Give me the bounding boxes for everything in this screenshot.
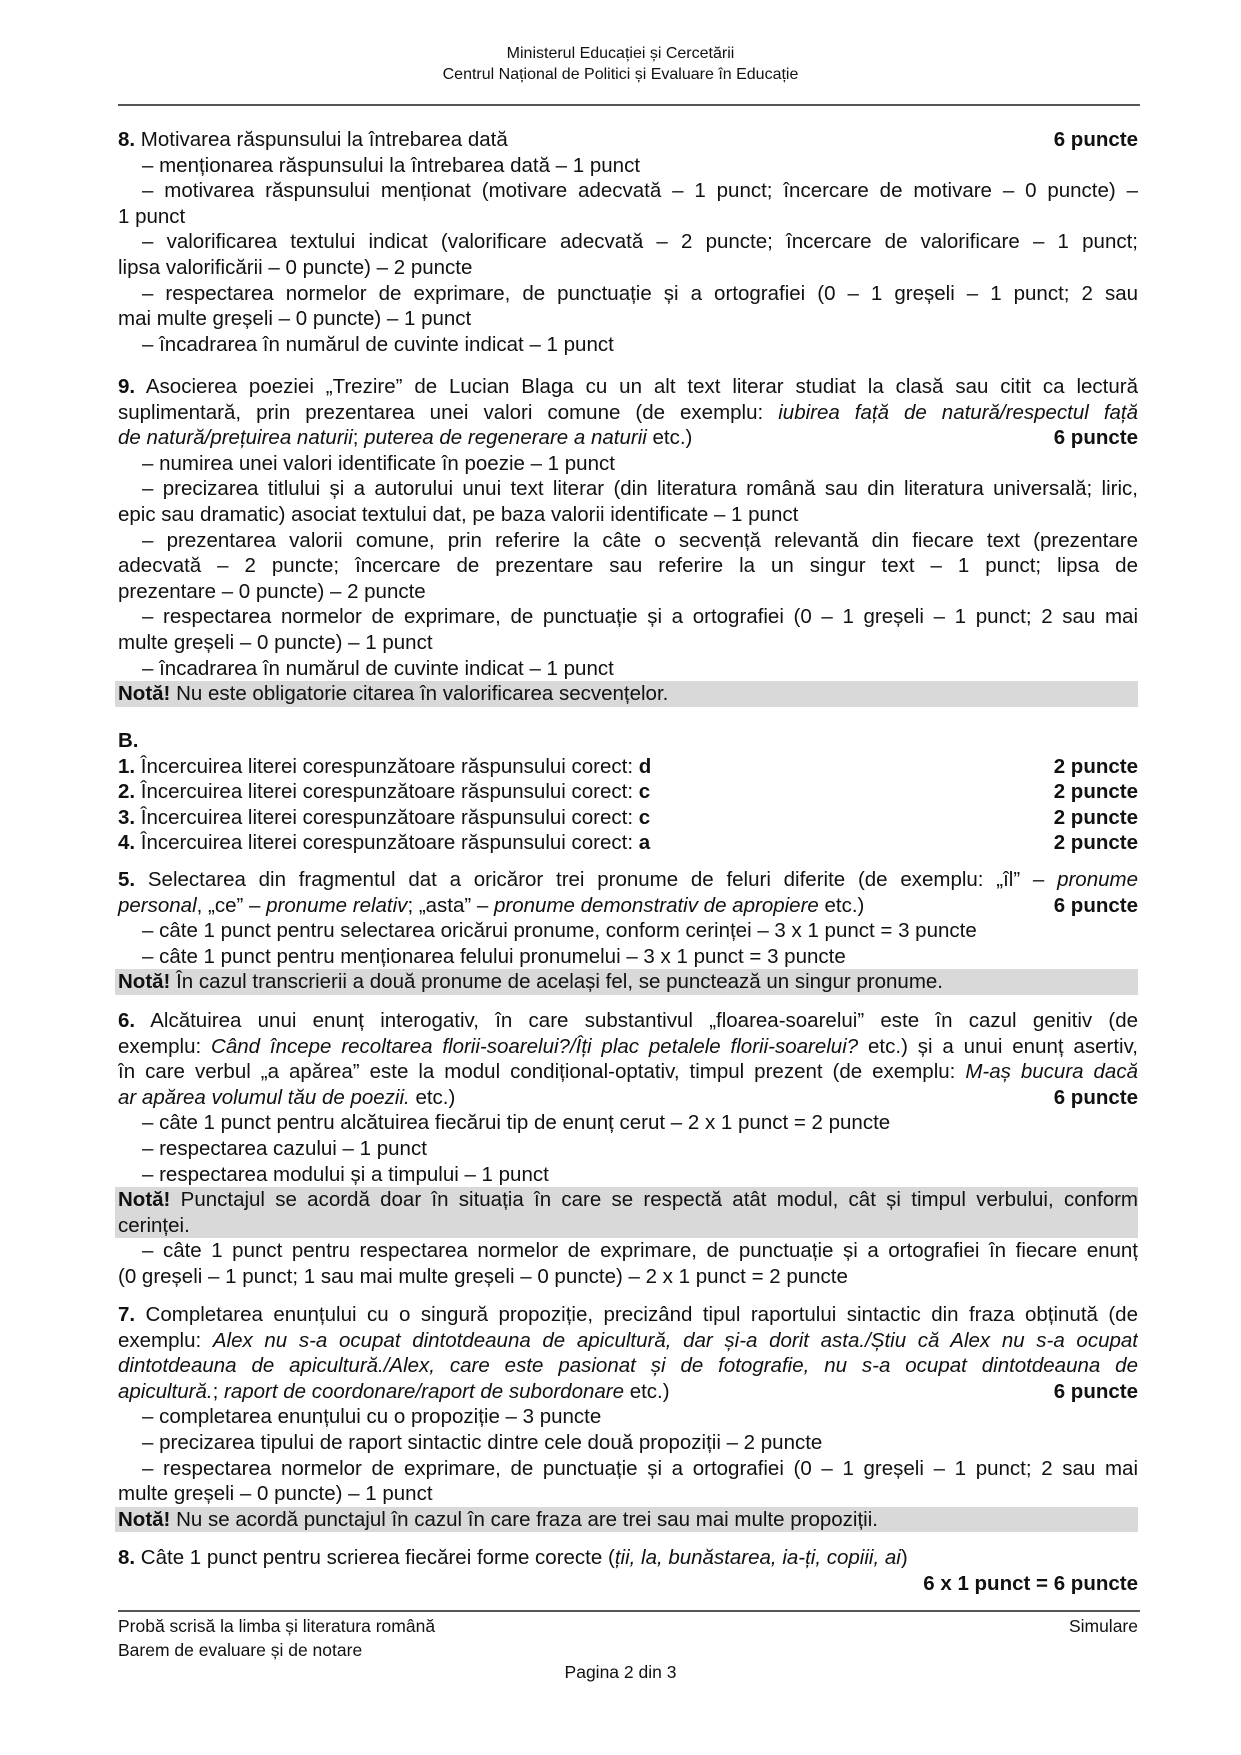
line-text [142, 154, 640, 177]
text-segment: exemplu: [118, 1328, 213, 1352]
text-segment: Încercuirea literei corespunzătoare răspunsului corect: [135, 805, 639, 829]
text-segment: – încadrarea în numărul de cuvinte indicat – 1 punct [142, 656, 614, 680]
italic-text: Alex nu s-a ocupat dintotdeauna de apicultură, dar și-a dorit asta./Știu că Alex nu s-a ocupat [212, 1328, 1138, 1352]
text-segment: mai multe greșeli – 0 puncte) – 1 punct [118, 307, 472, 331]
text-segment: exemplu: [118, 1034, 212, 1058]
item-b6 [118, 1008, 1138, 1290]
line-text [118, 1265, 848, 1288]
text-segment: În cazul transcrierii a două pronume de același fel, se punctează un singur pronume. [170, 970, 943, 994]
points-value: 6 puncte [1053, 1379, 1138, 1403]
text-line [118, 332, 1138, 358]
bold-text: B. [118, 729, 139, 752]
line-text [142, 1431, 822, 1454]
text-segment: adecvată – 2 puncte; încercare de prezentare sau referire la un singur text – 1 punct; lipsa de [118, 554, 1138, 578]
text-segment: Nu se acordă punctajul în cazul în care fraza are trei sau mai multe propoziții. [170, 1507, 878, 1531]
text-segment: Punctajul se acordă doar în situația în care se respectă atât modul, cât și timpul verbului, conform [170, 1188, 1138, 1212]
text-line [118, 1302, 1138, 1328]
line-text [142, 477, 1138, 500]
line-text [142, 452, 615, 475]
bold-text: 5. [118, 868, 136, 891]
header-center: Centrul Național de Politici și Evaluare în Educație [442, 66, 799, 83]
text-line [118, 502, 1138, 528]
line-text [118, 805, 650, 831]
bold-text: Notă! [118, 682, 171, 706]
line-text [142, 919, 977, 942]
line-text [118, 1303, 1138, 1326]
bold-text: 3. [118, 805, 136, 829]
text-line [118, 1008, 1138, 1034]
text-line [118, 1034, 1138, 1060]
text-line [118, 374, 1138, 400]
text-segment: (0 greșeli – 1 punct; 1 sau mai multe greșeli – 0 puncte) – 2 x 1 punct = 2 puncte [118, 1264, 848, 1288]
text-segment: – respectarea normelor de exprimare, de punctuație și a ortografiei (0 – 1 greșeli – 1 punct; 2 sau mai [142, 605, 1138, 629]
italic-text: puterea de regenerare a naturii [364, 426, 647, 450]
note-line [115, 1507, 1138, 1533]
italic-text: iubirea față de natură/respectul față [778, 400, 1138, 424]
line-text [118, 1354, 1138, 1377]
bold-text: 7. [118, 1303, 136, 1326]
text-line [118, 656, 1138, 682]
italic-text: ar apărea volumul tău de poezii. [118, 1085, 410, 1109]
points-value: 2 puncte [1053, 831, 1138, 855]
line-text [118, 754, 651, 780]
footer-simulation-label: Simulare [1068, 1616, 1138, 1636]
text-segment: Nu este obligatorie citarea în valorificarea secvențelor. [170, 682, 669, 706]
text-line [118, 1264, 1138, 1290]
text-segment: Asocierea poeziei „Trezire” de Lucian Blaga cu un alt text literar studiat la clasă sau citit ca lectură [135, 375, 1138, 398]
italic-text: M-aș bucura dacă [965, 1060, 1138, 1084]
line-text [142, 1137, 427, 1160]
text-line [118, 830, 1138, 856]
text-segment: ; [212, 1379, 224, 1403]
line-text [142, 1457, 1138, 1480]
line-text [118, 503, 798, 526]
text-segment: Alcătuirea unui enunț interogativ, în care substantivul „floarea-soarelui” este în cazul genitiv (de [135, 1009, 1138, 1032]
page-number: Pagina 2 din 3 [564, 1662, 677, 1682]
text-line [118, 1571, 1138, 1597]
line-text [118, 1546, 908, 1569]
text-line [118, 1430, 1138, 1456]
text-line [118, 1238, 1138, 1264]
text-line [118, 229, 1138, 255]
text-line [118, 604, 1138, 630]
text-segment: – numirea unei valori identificate în poezie – 1 punct [142, 451, 615, 475]
text-line [118, 204, 1138, 230]
note-line [115, 1213, 1138, 1239]
item-b7 [118, 1302, 1138, 1532]
text-segment: – precizarea titlului și a autorului unui text literar (din literatura română sau din literatura universală; liric, [142, 477, 1138, 501]
line-text [118, 401, 1138, 424]
footer-barem-title: Barem de evaluare și de notare [118, 1640, 363, 1660]
text-segment: – câte 1 punct pentru menționarea felului pronumelui – 3 x 1 punct = 3 puncte [142, 944, 846, 968]
italic-text: dintotdeauna de apicultură./Alex, care este pasionat și de fotografie, nu s-a ocupat dintotdeauna de [118, 1354, 1138, 1378]
line-text [142, 945, 846, 968]
item-b5 [118, 867, 1138, 995]
text-segment: – respectarea normelor de exprimare, de punctuație și a ortografiei (0 – 1 greșeli – 1 punct; 2 sau [142, 281, 1138, 305]
text-line [118, 1379, 1138, 1405]
text-segment: etc.) [624, 1379, 670, 1403]
italic-text: Când începe recoltarea florii-soarelui?/Îți plac petalele florii-soarelui? [211, 1034, 859, 1058]
note-line [115, 681, 1138, 707]
text-segment: Selectarea din fragmentul dat a oricăror trei pronume de feluri diferite (de exemplu: „îl” – [135, 868, 1058, 891]
text-line [118, 1110, 1138, 1136]
text-line [118, 728, 1138, 754]
section-b-items-1-4 [118, 728, 1138, 856]
line-text [118, 893, 864, 919]
text-segment: – completarea enunțului cu o propoziție – 3 puncte [142, 1405, 602, 1429]
text-segment: – menționarea răspunsului la întrebarea dată – 1 punct [142, 153, 641, 177]
line-text [142, 657, 614, 680]
line-text [118, 779, 650, 805]
line-text [142, 1163, 549, 1186]
line-text [118, 554, 1138, 577]
line-text [142, 179, 1138, 202]
text-segment: etc.) [818, 893, 865, 917]
text-line [118, 178, 1138, 204]
text-line [118, 1162, 1138, 1188]
line-text [118, 205, 185, 228]
line-text [142, 333, 614, 356]
text-line [118, 579, 1138, 605]
text-line [118, 1456, 1138, 1482]
line-text [118, 1379, 670, 1405]
line-text [118, 1035, 1138, 1058]
text-line [118, 944, 1138, 970]
header-divider [118, 104, 1140, 106]
text-segment: Încercuirea literei corespunzătoare răspunsului corect: [135, 831, 639, 855]
text-segment: – respectarea cazului – 1 punct [142, 1136, 427, 1160]
text-line [118, 1328, 1138, 1354]
note-line [115, 969, 1138, 995]
item-b8 [118, 1545, 1138, 1596]
text-segment: multe greșeli – 0 puncte) – 1 punct [118, 630, 433, 654]
header-ministry: Ministerul Educației și Cercetării [506, 45, 735, 62]
text-line [118, 476, 1138, 502]
text-segment: – încadrarea în numărul de cuvinte indicat – 1 punct [142, 332, 614, 356]
line-text [118, 830, 650, 856]
text-line [118, 1481, 1138, 1507]
text-segment: epic sau dramatic) asociat textului dat, pe baza valorii identificate – 1 punct [118, 502, 799, 526]
text-line [118, 1085, 1138, 1111]
bold-text: c [638, 805, 651, 829]
text-segment: – motivarea răspunsului menționat (motivare adecvată – 1 punct; încercare de motivare – 0 puncte) – [142, 179, 1138, 203]
text-segment: – precizarea tipului de raport sintactic dintre cele două propoziții – 2 puncte [142, 1430, 823, 1454]
italic-text: de natură/prețuirea naturii [118, 426, 353, 450]
text-line [118, 451, 1138, 477]
text-segment: etc.) și a unui enunț asertiv, [858, 1034, 1138, 1058]
line-text [142, 1111, 890, 1134]
bold-text: 8. [118, 1546, 136, 1569]
text-segment: Completarea enunțului cu o singură propoziție, precizând tipul raportului sintactic din fraza obținută (de [135, 1303, 1138, 1326]
text-segment: Încercuirea literei corespunzătoare răspunsului corect: [135, 780, 639, 804]
text-line [118, 255, 1138, 281]
line-text [142, 605, 1138, 628]
text-segment: – respectarea normelor de exprimare, de punctuație și a ortografiei (0 – 1 greșeli – 1 punct; 2 sau mai [142, 1456, 1138, 1480]
text-segment: ; [352, 426, 365, 450]
text-segment: cerinței. [118, 1213, 190, 1237]
text-segment: în care verbul „a apărea” este la modul condițional-optativ, timpul prezent (de exemplu: [118, 1060, 966, 1084]
line-text [142, 1405, 601, 1428]
text-segment: 1 punct [118, 204, 186, 228]
line-text [142, 1239, 1138, 1262]
text-segment: – câte 1 punct pentru respectarea normelor de exprimare, de punctuație și a ortografiei în fiecare enunț [142, 1239, 1138, 1263]
text-line [118, 805, 1138, 831]
line-text [118, 729, 139, 752]
footer-divider [118, 1610, 1140, 1612]
text-line [118, 779, 1138, 805]
line-text [118, 1508, 878, 1531]
points-value: 2 puncte [1053, 780, 1138, 804]
text-line [118, 893, 1138, 919]
item-a8 [118, 127, 1138, 357]
line-text [142, 230, 1138, 253]
footer-exam-title: Probă scrisă la limba și literatura română [118, 1616, 436, 1636]
line-text [118, 127, 508, 153]
line-text [118, 256, 472, 279]
italic-text: personal [118, 893, 197, 917]
points-value: 6 puncte [1053, 893, 1138, 917]
bold-text: c [638, 780, 651, 804]
text-line [118, 918, 1138, 944]
bold-text: a [638, 831, 651, 855]
line-text [118, 1482, 433, 1505]
line-text [118, 682, 668, 705]
text-segment: ; „asta” – [407, 893, 495, 917]
line-text [118, 307, 471, 330]
text-segment: – câte 1 punct pentru alcătuirea fiecărui tip de enunț cerut – 2 x 1 punct = 2 puncte [142, 1111, 891, 1135]
text-segment: – câte 1 punct pentru selectarea oricărui pronume, conform cerinței – 3 x 1 punct = 3 puncte [142, 919, 977, 943]
line-text [118, 631, 433, 654]
text-line [118, 425, 1138, 451]
points-value: 6 puncte [1053, 426, 1138, 450]
text-line [118, 1059, 1138, 1085]
item-a9 [118, 374, 1138, 707]
text-segment: multe greșeli – 0 puncte) – 1 punct [118, 1482, 433, 1506]
text-segment: prezentare – 0 puncte) – 2 puncte [118, 579, 426, 603]
text-line [118, 553, 1138, 579]
text-line [118, 754, 1138, 780]
text-line [118, 528, 1138, 554]
text-line [118, 400, 1138, 426]
text-line [118, 306, 1138, 332]
text-segment: ) [900, 1546, 908, 1569]
line-text [118, 1214, 190, 1237]
points-value: 6 puncte [1053, 128, 1138, 151]
bold-text: Notă! [118, 1188, 171, 1212]
line-text [118, 1009, 1138, 1032]
text-segment: – valorificarea textului indicat (valorificare adecvată – 2 puncte; încercare de valorificare – 1 punct; [142, 230, 1138, 254]
line-text [118, 1060, 1138, 1083]
bold-text: 9. [118, 375, 136, 398]
bold-text: 1. [118, 754, 136, 778]
line-text [118, 1188, 1138, 1211]
points-value: 6 puncte [1053, 1085, 1138, 1109]
text-line [118, 1545, 1138, 1571]
text-segment: suplimentară, prin prezentarea unei valori comune (de exemplu: [118, 400, 779, 424]
line-text [118, 868, 1138, 891]
line-text [118, 375, 1138, 398]
text-line [118, 1353, 1138, 1379]
text-segment: Încercuirea literei corespunzătoare răspunsului corect: [135, 754, 639, 778]
line-text [118, 970, 943, 993]
line-text [142, 529, 1138, 552]
italic-text: ții, la, bunăstarea, ia-ți, copiii, ai [614, 1546, 901, 1569]
bold-text: Notă! [118, 970, 171, 994]
text-line [118, 630, 1138, 656]
line-text [118, 580, 426, 603]
line-text [118, 1329, 1138, 1352]
bold-text: 8. [118, 128, 136, 151]
italic-text: raport de coordonare/raport de subordonare [224, 1379, 625, 1403]
bold-text: d [638, 754, 652, 778]
bold-text: Notă! [118, 1507, 171, 1531]
text-line [118, 153, 1138, 179]
line-text [118, 1085, 455, 1111]
text-segment: Câte 1 punct pentru scrierea fiecărei forme corecte ( [135, 1546, 615, 1569]
bold-text: 6. [118, 1009, 136, 1032]
line-text [923, 1572, 1138, 1595]
text-line [118, 867, 1138, 893]
text-line [118, 1136, 1138, 1162]
points-value: 2 puncte [1053, 754, 1138, 778]
text-segment: Motivarea răspunsului la întrebarea dată [135, 128, 508, 151]
text-segment: , „ce” – [196, 893, 267, 917]
bold-text: 6 x 1 punct = 6 puncte [923, 1571, 1138, 1595]
points-value: 2 puncte [1053, 805, 1138, 829]
text-segment: etc.) [646, 426, 693, 450]
text-line [118, 127, 1138, 153]
text-segment: etc.) [409, 1085, 456, 1109]
bold-text: 2. [118, 780, 136, 804]
note-line [115, 1187, 1138, 1213]
italic-text: pronume relativ [266, 893, 408, 917]
italic-text: pronume [1057, 868, 1138, 891]
line-text [142, 282, 1138, 305]
italic-text: apicultură. [118, 1379, 213, 1403]
text-line [118, 1404, 1138, 1430]
text-segment: – prezentarea valorii comune, prin referire la câte o secvență relevantă din fiecare text (prezentare [142, 528, 1138, 552]
text-segment: lipsa valorificării – 0 puncte) – 2 puncte [118, 255, 473, 279]
italic-text: pronume demonstrativ de apropiere [494, 893, 819, 917]
line-text [118, 425, 692, 451]
text-line [118, 281, 1138, 307]
text-segment: – respectarea modului și a timpului – 1 punct [142, 1162, 549, 1186]
bold-text: 4. [118, 831, 136, 855]
